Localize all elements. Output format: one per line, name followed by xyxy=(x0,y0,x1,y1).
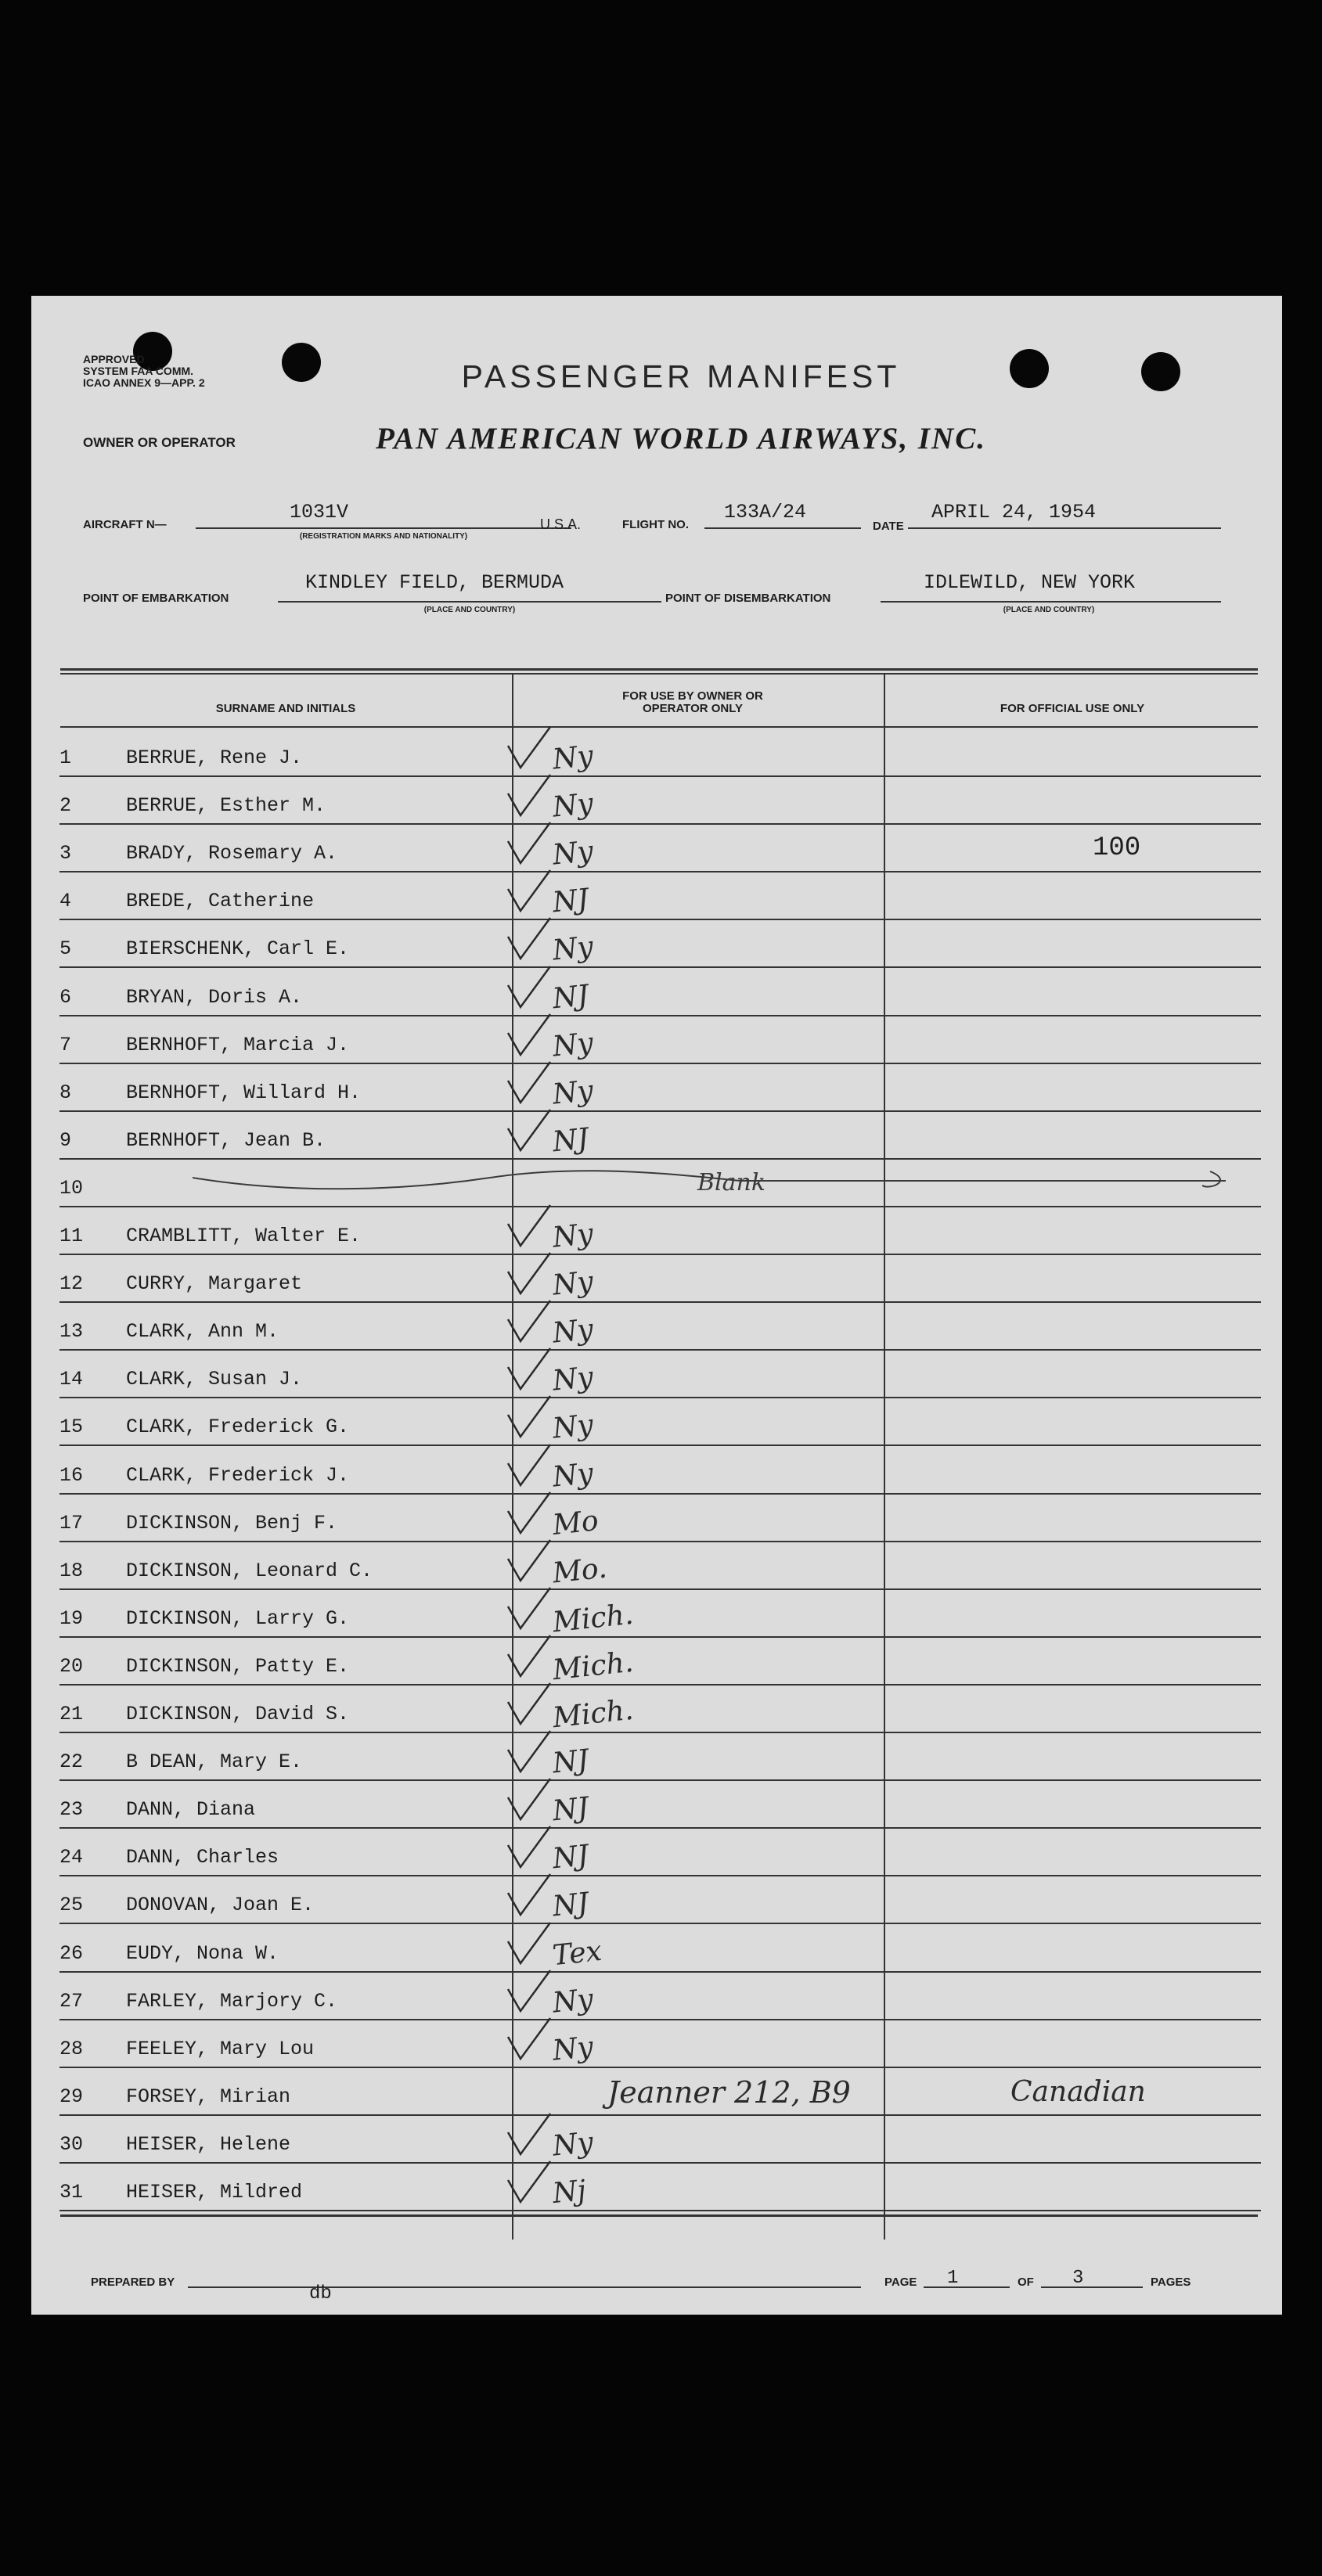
aircraft-value: 1031V xyxy=(290,501,349,523)
passenger-name: BERNHOFT, Marcia J. xyxy=(126,1033,350,1056)
passenger-name: CRAMBLITT, Walter E. xyxy=(126,1225,362,1247)
approval-line: SYSTEM FAA COMM. xyxy=(83,365,194,377)
table-row xyxy=(59,1206,1261,1255)
passenger-name: DICKINSON, David S. xyxy=(126,1703,350,1725)
row-number: 15 xyxy=(59,1416,84,1439)
approval-notice xyxy=(83,354,240,389)
disembarkation-value: IDLEWILD, NEW YORK xyxy=(924,571,1136,594)
row-number: 28 xyxy=(59,2037,84,2060)
row-number: 14 xyxy=(59,1368,84,1391)
embarkation-value: KINDLEY FIELD, BERMUDA xyxy=(305,571,564,594)
passenger-name: BERNHOFT, Jean B. xyxy=(126,1128,326,1152)
table-row xyxy=(59,871,1261,920)
table-row xyxy=(59,1875,1261,1924)
passenger-name: DICKINSON, Leonard C. xyxy=(126,1559,373,1582)
punch-hole xyxy=(282,343,321,382)
date-label: DATE xyxy=(873,520,904,533)
passenger-name: HEISER, Helene xyxy=(126,2132,291,2156)
prepared-by-value: db xyxy=(309,2283,332,2304)
field-rule xyxy=(908,527,1221,529)
row-number: 21 xyxy=(59,1703,84,1725)
passenger-name: BIERSCHENK, Carl E. xyxy=(126,937,350,961)
passenger-name: BERRUE, Rene J. xyxy=(126,747,303,769)
table-row xyxy=(59,1779,1261,1829)
passenger-name: CLARK, Ann M. xyxy=(126,1320,279,1344)
disembarkation-sublabel: (PLACE AND COUNTRY) xyxy=(1003,606,1095,614)
passenger-name: DONOVAN, Joan E. xyxy=(126,1894,315,1917)
row-number: 2 xyxy=(59,794,72,818)
row-number: 13 xyxy=(59,1320,84,1344)
table-row xyxy=(59,2067,1261,2116)
row-number: 6 xyxy=(59,985,72,1009)
row-number: 31 xyxy=(59,2181,84,2204)
handwritten-state: NJ xyxy=(550,883,590,919)
handwritten-state: Mo xyxy=(551,1504,600,1542)
row-number: 7 xyxy=(59,1033,72,1056)
table-row xyxy=(59,1063,1261,1112)
handwritten-state: Ny xyxy=(550,739,595,776)
handwritten-state: Tex xyxy=(551,1934,603,1972)
row-number: 19 xyxy=(59,1606,84,1630)
row-number: 22 xyxy=(59,1750,84,1774)
table-top-rule xyxy=(60,673,1258,675)
handwritten-state: NJ xyxy=(550,1122,590,1159)
handwritten-state: Ny xyxy=(550,1265,595,1302)
manifest-sheet xyxy=(31,296,1282,2315)
table-row xyxy=(59,1397,1261,1446)
field-rule xyxy=(881,601,1221,603)
handwritten-state: Ny xyxy=(550,1982,595,2020)
embarkation-sublabel: (PLACE AND COUNTRY) xyxy=(423,606,516,614)
field-rule xyxy=(196,527,571,529)
row-number: 8 xyxy=(59,1081,72,1104)
date-value: APRIL 24, 1954 xyxy=(931,501,1097,523)
blank-annotation: Blank xyxy=(697,1168,766,1196)
table-row xyxy=(59,1636,1261,1686)
handwritten-state: Ny xyxy=(550,1361,595,1398)
passenger-name: DICKINSON, Patty E. xyxy=(126,1654,350,1678)
approval-line: ICAO ANNEX 9—APP. 2 xyxy=(83,376,205,389)
handwritten-state: Ny xyxy=(550,930,595,967)
row-number: 24 xyxy=(59,1846,84,1869)
passenger-name: EUDY, Nona W. xyxy=(126,1941,279,1965)
handwritten-state: Mo. xyxy=(551,1552,609,1590)
punch-hole xyxy=(1010,349,1049,388)
handwritten-state: Mich. xyxy=(551,1598,636,1639)
page-rule xyxy=(924,2286,1010,2288)
pages-label: PAGES xyxy=(1151,2276,1191,2289)
passenger-name: HEISER, Mildred xyxy=(126,2181,303,2204)
passenger-name: CLARK, Susan J. xyxy=(126,1368,303,1391)
handwritten-state: Ny xyxy=(550,2126,595,2163)
table-bottom-rule xyxy=(60,2214,1258,2217)
handwritten-state: NJ xyxy=(550,979,590,1015)
handwritten-remark: Jeanner 212, B9 xyxy=(607,2074,851,2110)
handwritten-state: Mich. xyxy=(551,1646,636,1687)
field-rule xyxy=(278,601,661,603)
table-row xyxy=(59,728,1261,777)
row-number: 20 xyxy=(59,1654,84,1678)
approval-line: APPROVED xyxy=(83,353,145,365)
handwritten-state: NJ xyxy=(550,1840,590,1876)
table-row xyxy=(59,1445,1261,1495)
table-row xyxy=(59,1971,1261,2020)
table-row xyxy=(59,1015,1261,1064)
of-rule xyxy=(1041,2286,1143,2288)
passenger-name: BERRUE, Esther M. xyxy=(126,794,326,818)
handwritten-state: Ny xyxy=(550,1074,595,1111)
passenger-name: FEELEY, Mary Lou xyxy=(126,2037,315,2060)
row-number: 9 xyxy=(59,1128,72,1152)
handwritten-state: Ny xyxy=(550,835,595,872)
handwritten-state: Ny xyxy=(550,1026,595,1063)
passenger-name: BERNHOFT, Willard H. xyxy=(126,1081,362,1104)
table-row xyxy=(59,1732,1261,1781)
table-row xyxy=(59,1923,1261,1973)
table-row xyxy=(59,1158,1261,1207)
handwritten-state: Ny xyxy=(550,2031,595,2067)
row-number: 16 xyxy=(59,1463,84,1487)
flight-value: 133A/24 xyxy=(724,501,807,523)
table-row xyxy=(59,1349,1261,1398)
table-row xyxy=(59,1110,1261,1160)
page-number: 1 xyxy=(947,2268,959,2289)
prepared-by-label: PREPARED BY xyxy=(91,2276,175,2289)
row-number: 11 xyxy=(59,1225,84,1247)
row-number: 25 xyxy=(59,1894,84,1917)
handwritten-state: Ny xyxy=(550,787,595,824)
handwritten-state: Ny xyxy=(550,1218,595,1254)
passenger-name: BRADY, Rosemary A. xyxy=(126,842,338,865)
col-official-use: FOR OFFICIAL USE ONLY xyxy=(1000,702,1145,715)
passenger-name: FARLEY, Marjory C. xyxy=(126,1989,338,2013)
row-number: 1 xyxy=(59,747,72,769)
table-row xyxy=(59,1254,1261,1303)
table-row xyxy=(59,1588,1261,1638)
handwritten-state: NJ xyxy=(550,1791,590,1828)
punch-hole xyxy=(1141,352,1180,391)
row-number: 10 xyxy=(59,1176,84,1200)
col-surname: SURNAME AND INITIALS xyxy=(215,702,356,715)
table-row xyxy=(59,1541,1261,1590)
table-row xyxy=(59,823,1261,872)
handwritten-state: Ny xyxy=(550,1409,595,1445)
passenger-name: DANN, Charles xyxy=(126,1846,279,1869)
handwritten-state: Mich. xyxy=(551,1693,636,1735)
handwritten-nationality: Canadian xyxy=(1010,2075,1146,2108)
nationality: U.S.A. xyxy=(540,516,582,532)
page-label: PAGE xyxy=(884,2276,917,2289)
row-number: 23 xyxy=(59,1798,84,1822)
page-title: PASSENGER MANIFEST xyxy=(461,358,901,394)
row-number: 29 xyxy=(59,2085,84,2108)
row-number: 30 xyxy=(59,2132,84,2156)
disembarkation-label: POINT OF DISEMBARKATION xyxy=(665,592,831,605)
passenger-name: CURRY, Margaret xyxy=(126,1272,303,1296)
table-row xyxy=(59,919,1261,968)
handwritten-state: NJ xyxy=(550,1887,590,1923)
handwritten-state: Ny xyxy=(550,1313,595,1350)
handwritten-state: Ny xyxy=(550,1456,595,1494)
passenger-name: CLARK, Frederick G. xyxy=(126,1416,350,1439)
table-row xyxy=(59,967,1261,1016)
passenger-name: FORSEY, Mirian xyxy=(126,2085,291,2108)
aircraft-sublabel: (REGISTRATION MARKS AND NATIONALITY) xyxy=(299,532,468,541)
row-number: 4 xyxy=(59,890,72,913)
table-row xyxy=(59,1684,1261,1733)
row-number: 27 xyxy=(59,1989,84,2013)
row-number: 3 xyxy=(59,842,72,865)
passenger-name: DICKINSON, Larry G. xyxy=(126,1606,350,1630)
owner-name: PAN AMERICAN WORLD AIRWAYS, INC. xyxy=(376,422,986,455)
table-row xyxy=(59,2162,1261,2211)
table-row xyxy=(59,2114,1261,2164)
col-owner-use: FOR USE BY OWNER OR OPERATOR ONLY xyxy=(622,689,763,715)
row-number: 18 xyxy=(59,1559,84,1582)
table-row xyxy=(59,1827,1261,1876)
owner-label: OWNER OR OPERATOR xyxy=(83,435,236,450)
prepared-by-rule xyxy=(188,2286,861,2288)
page-total: 3 xyxy=(1072,2268,1084,2289)
table-top-rule xyxy=(60,668,1258,671)
handwritten-state: NJ xyxy=(550,1743,590,1780)
passenger-name: B DEAN, Mary E. xyxy=(126,1750,303,1774)
row-number: 12 xyxy=(59,1272,84,1296)
row-number: 17 xyxy=(59,1511,84,1534)
row-number: 5 xyxy=(59,937,72,961)
handwritten-state: Nj xyxy=(550,2174,588,2211)
table-row xyxy=(59,2019,1261,2068)
passenger-name: DANN, Diana xyxy=(126,1798,256,1822)
table-row xyxy=(59,1301,1261,1351)
official-use-value: 100 xyxy=(1093,833,1141,864)
table-row xyxy=(59,775,1261,825)
row-number: 26 xyxy=(59,1941,84,1965)
aircraft-label: AIRCRAFT N— xyxy=(83,518,167,531)
of-label: OF xyxy=(1018,2276,1034,2289)
passenger-name: DICKINSON, Benj F. xyxy=(126,1511,338,1534)
passenger-name: BREDE, Catherine xyxy=(126,890,315,913)
passenger-name: BRYAN, Doris A. xyxy=(126,985,303,1009)
table-row xyxy=(59,1493,1261,1542)
field-rule xyxy=(704,527,861,529)
passenger-name: CLARK, Frederick J. xyxy=(126,1463,350,1487)
flight-label: FLIGHT NO. xyxy=(622,518,689,531)
embarkation-label: POINT OF EMBARKATION xyxy=(83,592,229,605)
